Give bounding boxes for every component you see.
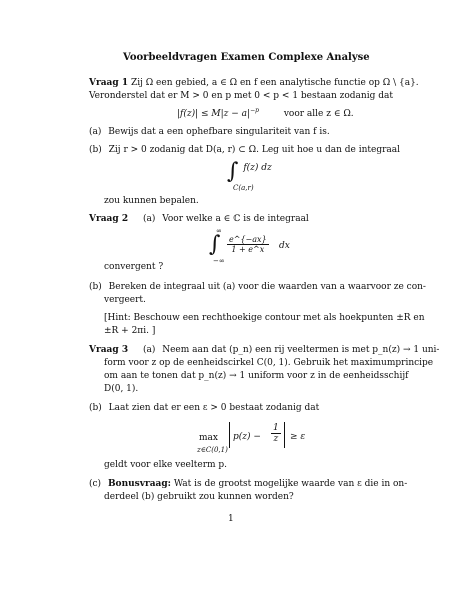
q2-b-text2: vergeert. — [104, 295, 146, 305]
q2-part-b — [89, 281, 426, 293]
q3-frac-num: 1 — [273, 423, 279, 433]
q1-eq-cond: voor alle z ∈ Ω. — [283, 109, 354, 119]
q2-num: e^{−ax} — [229, 235, 267, 244]
q3-part-b — [89, 402, 319, 414]
q1-a-label: (a) — [89, 127, 102, 137]
q1-intro1: Zij Ω een gebied, a ∈ Ω en f een analytische functie op Ω \ {a}. — [130, 78, 419, 88]
q2-a-text: Voor welke a ∈ ℂ is de integraal — [162, 214, 309, 224]
integral-sign: ∫ — [227, 159, 239, 184]
q1-b-text: Zij r > 0 zodanig dat D(a, r) ⊂ Ω. Leg uit hoe u dan de integraal — [108, 145, 401, 155]
q2-hint1: [Hint: Beschouw een rechthoekige contour met als hoekpunten ±R en — [104, 313, 425, 323]
q3-a-text2: form voor z op de eenheidscirkel C(0, 1). Gebruik het maximumprincipe — [104, 358, 434, 368]
q3-b-text: Laat zien dat er een ε > 0 bestaat zodanig dat — [108, 403, 320, 413]
q2-int-upper: ∞ — [216, 227, 222, 235]
q2-int-lower: −∞ — [213, 257, 225, 265]
q3-max-sub: z∈C(0,1) — [197, 446, 228, 454]
q1-part-a — [89, 126, 330, 138]
q1-intro-line1 — [89, 77, 419, 89]
q1-eq-exp: −p — [250, 107, 259, 114]
q2-den: 1 + e^x — [231, 245, 265, 254]
q2-a-after: convergent ? — [104, 262, 164, 272]
q3-max-expr: p(z) − — [233, 432, 261, 442]
abs-bar-left — [229, 422, 230, 448]
q3-b-label: (b) — [89, 403, 102, 413]
q1-integral-subscript: C(a,r) — [233, 184, 254, 192]
q2-part-a — [89, 213, 309, 225]
q3-c-label: (c) — [89, 479, 102, 489]
q1-eq-main: |f(z)| ≤ M|z − a| — [177, 109, 251, 119]
q2-label: Vraag 2 — [89, 214, 129, 224]
q2-dx: dx — [279, 241, 290, 251]
q2-a-label: (a) — [142, 214, 156, 224]
page-number: 1 — [228, 514, 234, 524]
q1-b-label: (b) — [89, 145, 102, 155]
q3-a-text4: D(0, 1). — [104, 384, 139, 394]
q3-max-rhs: ≥ ε — [290, 432, 306, 442]
q3-c-text2: derdeel (b) gebruikt zou kunnen worden? — [104, 492, 294, 502]
q3-max-word: max — [199, 433, 218, 443]
q3-label: Vraag 3 — [89, 345, 129, 355]
q3-frac-den: z — [273, 434, 279, 444]
q3-c-bold: Bonusvraag: — [107, 479, 171, 489]
q3-max-inequality — [197, 421, 327, 455]
q1-part-b — [89, 144, 400, 156]
q3-part-c — [89, 478, 407, 490]
q3-a-label: (a) — [142, 345, 156, 355]
q1-a-text: Bewijs dat a een ophefbare singulariteit van f is. — [108, 127, 330, 137]
abs-bar-right — [284, 422, 285, 448]
q2-hint2: ±R + 2πi. ] — [104, 326, 156, 336]
q2-b-label: (b) — [89, 282, 102, 292]
q1-integrand: f(z) dz — [243, 163, 272, 173]
q2-fraction — [227, 235, 269, 255]
q1-equation — [177, 108, 354, 121]
q3-c-text1: Wat is de grootst mogelijke waarde van ε die in on- — [173, 479, 408, 489]
q1-label: Vraag 1 — [89, 78, 129, 88]
page-title: Voorbeeldvragen Examen Complexe Analyse — [123, 52, 370, 63]
q3-b-after: geldt voor elke veelterm p. — [104, 460, 228, 470]
q3-a-text1: Neem aan dat (p_n) een rij veeltermen is met p_n(z) → 1 uni- — [162, 345, 440, 355]
q1-intro2: Veronderstel dat er M > 0 en p met 0 < p < 1 bestaan zodanig dat — [89, 91, 393, 101]
q1-integral — [227, 161, 272, 183]
integral-sign: ∫ — [209, 232, 221, 257]
q3-max-frac — [271, 424, 281, 444]
q2-b-text1: Bereken de integraal uit (a) voor die waarden van a waarvoor ze con- — [108, 282, 426, 292]
q3-a-text3: om aan te tonen dat p_n(z) → 1 uniform voor z in de eenheidsschijf — [104, 371, 409, 381]
q3-part-a — [89, 344, 439, 356]
q1-b-after: zou kunnen bepalen. — [104, 196, 199, 206]
